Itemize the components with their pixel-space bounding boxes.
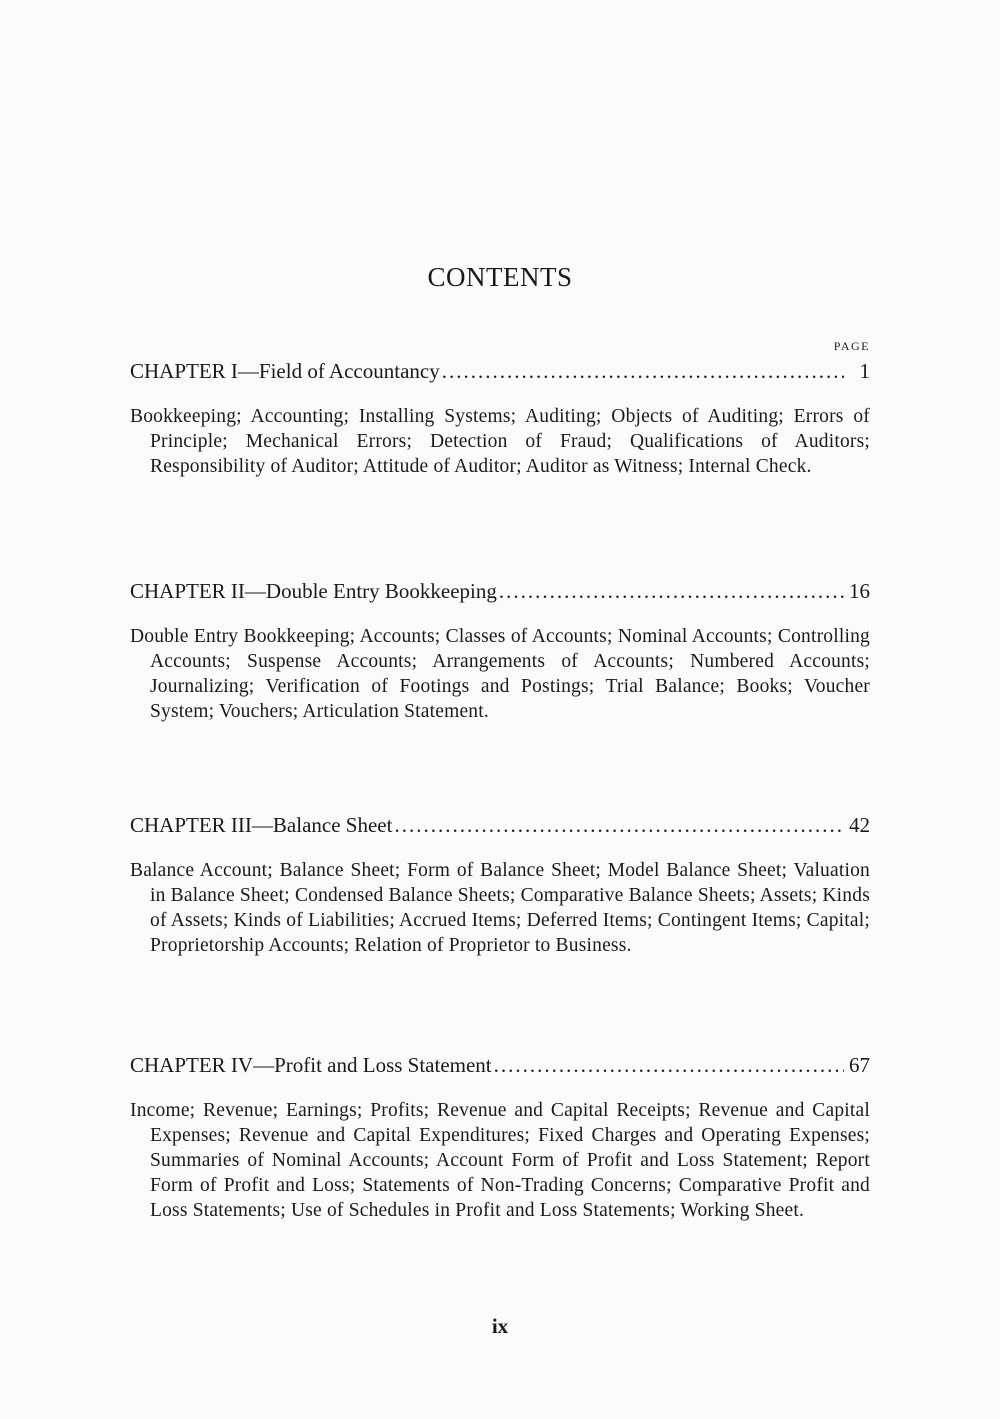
chapter-title[interactable]: CHAPTER II—Double Entry Bookkeeping: [130, 579, 497, 603]
chapter-page-number: 67: [849, 1053, 870, 1077]
page-folio: ix: [491, 1314, 509, 1338]
chapter-title[interactable]: CHAPTER III—Balance Sheet: [130, 813, 393, 837]
chapter-page-number: 16: [849, 579, 870, 603]
chapter-heading-line: [130, 1052, 870, 1078]
chapter-summary: Bookkeeping; Accounting; Installing Systems; Auditing; Objects of Auditing; Errors of Principle; Mechanical Errors; Detection of Fraud; Qualifications of Auditors; Responsibility of Auditor; Attitude of Auditor; Auditor as Witness; Internal Check.: [130, 406, 870, 477]
dot-leader: [499, 578, 844, 604]
chapter-summary: Income; Revenue; Earnings; Profits; Revenue and Capital Receipts; Revenue and Capital Expenses; Revenue and Capital Expenditures; Fixed Charges and Operating Expenses; Summaries of Nominal Accounts; Account Form of Profit and Loss Statement; Report Form of Profit and Loss; Statements of Non-Trading Concerns; Comparative Profit and Loss Statements; Use of Schedules in Profit and Loss Statements; Working Sheet.: [130, 1100, 870, 1221]
dot-leader: [494, 1052, 844, 1078]
chapter-page-number: 42: [849, 813, 870, 837]
chapter-summary: Balance Account; Balance Sheet; Form of Balance Sheet; Model Balance Sheet; Valuation in Balance Sheet; Condensed Balance Sheets; Comparative Balance Sheets; Assets; Kinds of Assets; Kinds of Liabilities; Accrued Items; Deferred Items; Contingent Items; Capital; Proprietorship Accounts; Relation of Proprietor to Business.: [130, 860, 870, 956]
chapter-title[interactable]: CHAPTER I—Field of Accountancy: [130, 359, 440, 383]
page-column-label: PAGE: [833, 339, 870, 353]
chapter-summary: Double Entry Bookkeeping; Accounts; Classes of Accounts; Nominal Accounts; Controlling Accounts; Suspense Accounts; Arrangements of Accounts; Numbered Accounts; Journalizing; Verification of Footings and Postings; Trial Balance; Books; Voucher System; Vouchers; Articulation Statement.: [130, 626, 870, 722]
chapter-heading-line: [130, 578, 870, 604]
dot-leader: [442, 358, 844, 384]
chapter-page-number: 1: [859, 359, 870, 383]
dot-leader: [394, 812, 844, 838]
chapter-entry-3: [130, 812, 870, 958]
chapter-heading-line: [130, 812, 870, 838]
chapter-entry-2: [130, 578, 870, 724]
chapter-heading-line: [130, 358, 870, 384]
chapter-entry-1: [130, 358, 870, 479]
contents-heading: CONTENTS: [427, 262, 573, 292]
chapter-title[interactable]: CHAPTER IV—Profit and Loss Statement: [130, 1053, 492, 1077]
chapter-entry-4: [130, 1052, 870, 1223]
